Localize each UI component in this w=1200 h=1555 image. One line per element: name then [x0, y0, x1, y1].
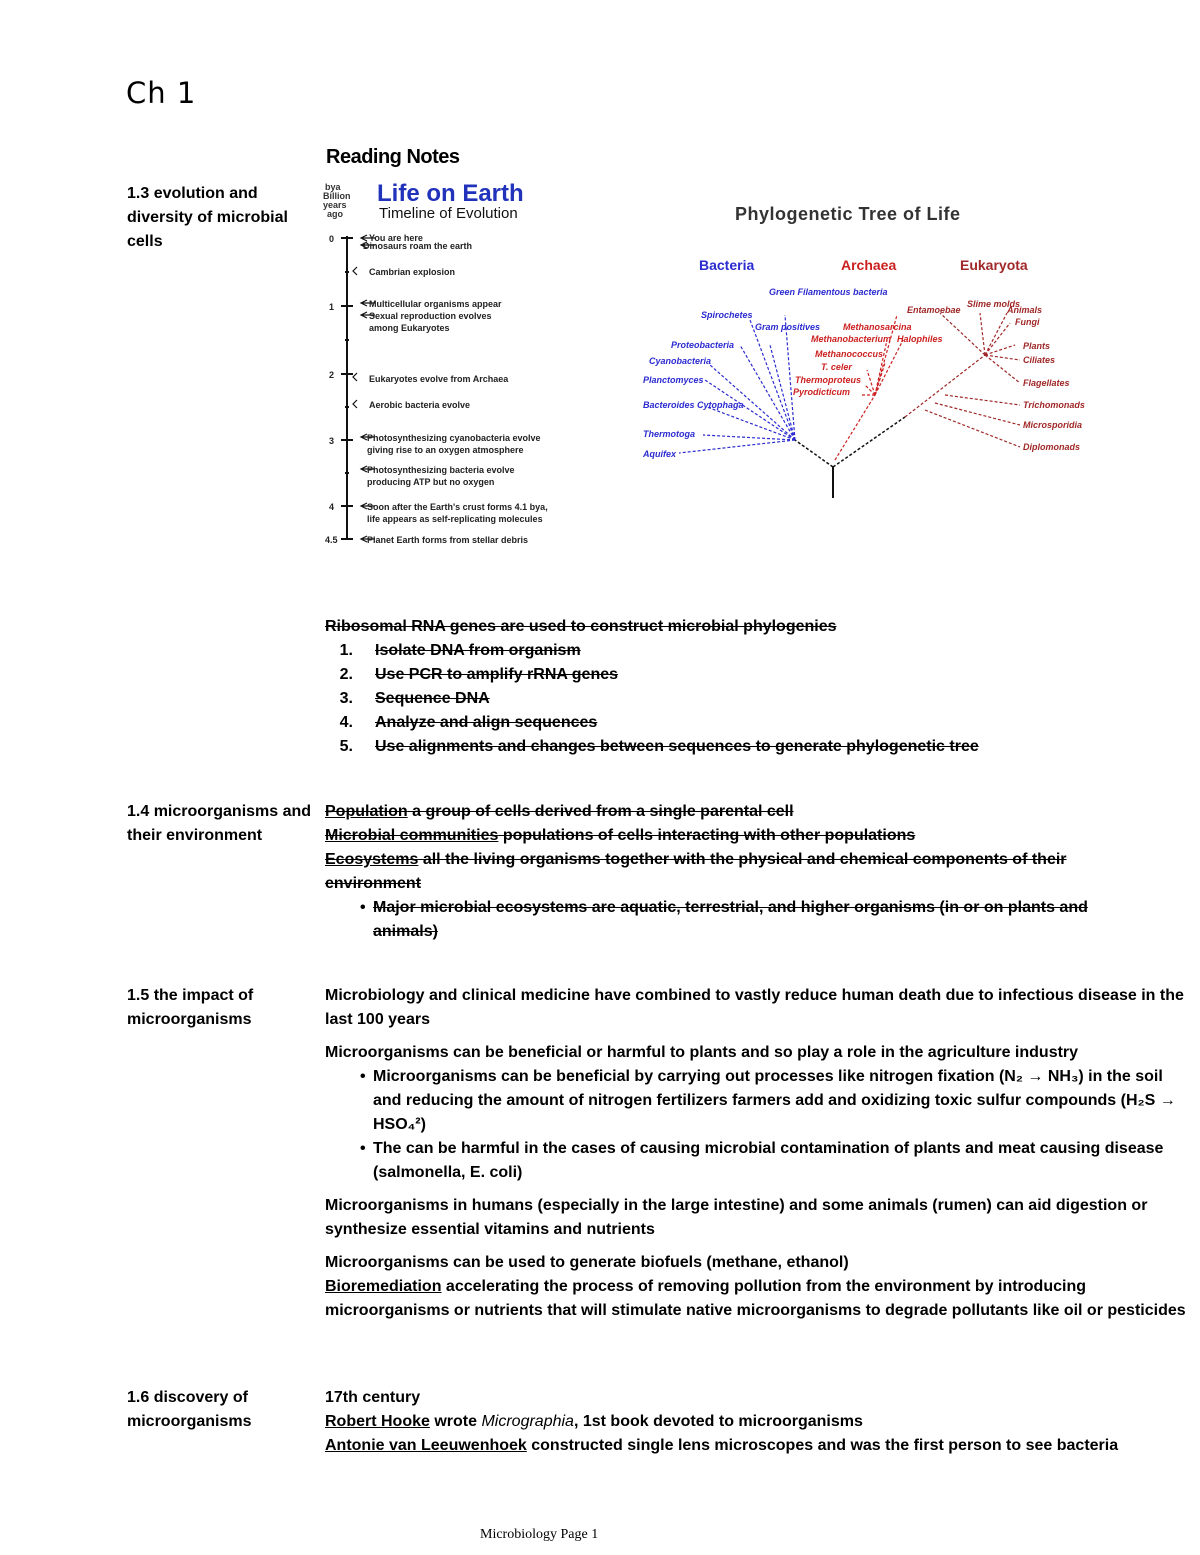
- timeline-event-3: Multicellular organisms appear: [369, 299, 502, 309]
- leeuwenhoek-name: Antonie van Leeuwenhoek: [325, 1437, 527, 1454]
- timeline-event-6: Eukaryotes evolve from Archaea: [369, 374, 509, 384]
- phylo-root-split: [795, 417, 905, 467]
- phylo-archaea-taxon-6: Pyrodicticum: [793, 387, 851, 397]
- timeline-tick-2: 2: [329, 370, 335, 380]
- step-number: 1.: [339, 642, 353, 659]
- ecosystems-bullet: • Major microbial ecosystems are aquatic, terrestrial, and higher organisms (in or on plants and animals): [325, 896, 1115, 944]
- timeline-tick-4-5: 4.5: [325, 535, 338, 545]
- impact-bullet-2: • The can be harmful in the cases of causing microbial contamination of plants and meat causing disease (salmonella, E. coli): [325, 1137, 1187, 1185]
- phylo-eukaryota-taxon-8: Microsporidia: [1023, 420, 1083, 430]
- timeline-title: Life on Earth: [377, 180, 524, 207]
- phylo-eukaryota-taxon-7: Trichomonads: [1023, 400, 1085, 410]
- step-text: Analyze and align sequences: [375, 714, 598, 731]
- hooke-line: [325, 1410, 1187, 1434]
- bioremediation-term: Bioremediation: [325, 1278, 442, 1295]
- timeline-tick-3: 3: [329, 436, 335, 446]
- phylo-bacteria-taxon-2: Gram positives: [755, 322, 821, 332]
- phylo-archaea-taxon-3: Methanococcus: [815, 349, 884, 359]
- rrna-step-5: [325, 735, 1085, 759]
- step-number: 4.: [339, 714, 353, 731]
- timeline-tick-1: 1: [329, 302, 335, 312]
- population-def: a group of cells derived from a single parental cell: [407, 803, 794, 820]
- timeline-event-12: Soon after the Earth's crust forms 4.1 bya,: [367, 502, 548, 512]
- step-number: 2.: [339, 666, 353, 683]
- timeline-event-8: Photosynthesizing cyanobacteria evolve: [367, 433, 541, 443]
- bioremediation-def: accelerating the process of removing pollution from the environment by introducing microorganisms or nutrients that will stimulate native microorganisms to degrade pollutants like oil or pesticides: [325, 1278, 1186, 1319]
- section-1-6-body: [325, 1386, 1187, 1458]
- phylo-eukaryota-taxon-4: Plants: [1023, 341, 1051, 351]
- timeline-event-11: producing ATP but no oxygen: [367, 477, 495, 487]
- hooke-mid: wrote: [429, 1413, 482, 1430]
- phylo-eukaryota-taxon-2: Animals: [1007, 305, 1043, 315]
- phylo-archaea-taxon-1: Methanobacterium: [811, 334, 892, 344]
- hooke-rest: , 1st book devoted to microorganisms: [573, 1413, 863, 1430]
- phylo-bacteria-taxon-8: Aquifex: [643, 449, 677, 459]
- phylo-group-bacteria: Bacteria: [699, 257, 755, 273]
- phylo-bacteria-taxon-1: Green Filamentous bacteria: [769, 287, 888, 297]
- phylo-title: Phylogenetic Tree of Life: [735, 204, 961, 224]
- rrna-step-4: [325, 711, 1085, 735]
- timeline-event-13: life appears as self-replicating molecules: [367, 514, 543, 524]
- phylo-archaea-taxon-0: Methanosarcina: [843, 322, 912, 332]
- phylo-bacteria-taxon-5: Planctomyces: [643, 375, 704, 385]
- timeline-event-1: Dinosaurs roam the earth: [363, 241, 473, 251]
- leeuwenhoek-rest: constructed single lens microscopes and was the first person to see bacteria: [526, 1437, 1119, 1454]
- phylo-eukaryota-taxon-5: Ciliates: [1023, 355, 1056, 365]
- rrna-step-2: [325, 663, 1085, 687]
- timeline-event-14: Planet Earth forms from stellar debris: [367, 535, 529, 545]
- phylo-eukaryota-taxon-6: Flagellates: [1023, 378, 1070, 388]
- ecosystems-definition: [325, 848, 1115, 896]
- ecosystems-term: Ecosystems: [325, 851, 419, 868]
- population-term: Population: [325, 803, 408, 820]
- impact-p4: Microorganisms can be used to generate biofuels (methane, ethanol): [325, 1254, 849, 1271]
- timeline-event-0: You are here: [369, 233, 423, 243]
- ecosystems-def: all the living organisms together with the physical and chemical components of their environment: [325, 851, 1067, 892]
- phylo-group-eukaryota: Eukaryota: [960, 257, 1028, 273]
- phylo-bacteria-taxon-4: Cyanobacteria: [649, 356, 712, 366]
- phylo-group-archaea: Archaea: [841, 257, 897, 273]
- communities-term: Microbial communities: [325, 827, 499, 844]
- communities-def: populations of cells interacting with other populations: [498, 827, 916, 844]
- phylo-eukaryota-taxon-9: Diplomonads: [1023, 442, 1081, 452]
- timeline-figure: [315, 178, 555, 550]
- phylo-eukaryota-taxon-0: Entamoebae: [907, 305, 961, 315]
- phylo-archaea-taxon-2: Halophiles: [897, 334, 943, 344]
- phylo-archaea-taxon-4: T. celer: [821, 362, 852, 372]
- impact-p3: Microorganisms in humans (especially in the large intestine) and some animals (rumen) can aid digestion or synthesize essential vitamins and nutrients: [325, 1197, 1148, 1238]
- hooke-book: Micrographia: [481, 1413, 574, 1430]
- bioremediation-definition: [325, 1275, 1187, 1323]
- page-footer: Microbiology Page 1: [480, 1527, 599, 1542]
- step-text: Sequence DNA: [375, 690, 490, 707]
- impact-bullet-1: • Microorganisms can be beneficial by carrying out processes like nitrogen fixation (N₂ → NH₃) in the soil and reducing the amount of nitrogen fertilizers farmers add and oxidizing toxic sulfur compounds (H₂S → HSO₄²): [325, 1065, 1187, 1137]
- communities-definition: [325, 824, 1115, 848]
- step-number: 5.: [339, 738, 353, 755]
- impact-p1: Microbiology and clinical medicine have combined to vastly reduce human death due to infectious disease in the last 100 years: [325, 987, 1184, 1028]
- phylo-bacteria-taxon-0: Spirochetes: [701, 310, 753, 320]
- step-number: 3.: [339, 690, 353, 707]
- timeline-ylabel: bya Billion years ago: [323, 182, 351, 219]
- rrna-steps-list: [325, 639, 1085, 759]
- rrna-step-1: [325, 639, 1085, 663]
- timeline-arrows: [353, 235, 375, 542]
- timeline-tick-4: 4: [329, 502, 335, 512]
- section-label-1-4: 1.4 microorganisms and their environment: [127, 803, 312, 844]
- section-1-5-body: [325, 984, 1187, 1323]
- impact-p2: Microorganisms can be beneficial or harmful to plants and so play a role in the agriculture industry: [325, 1044, 1079, 1061]
- step-text: Isolate DNA from organism: [375, 642, 581, 659]
- phylo-eukaryota-taxon-3: Fungi: [1015, 317, 1040, 327]
- timeline-event-5: among Eukaryotes: [369, 323, 450, 333]
- reading-notes-heading: Reading Notes: [326, 146, 460, 168]
- timeline-subtitle: Timeline of Evolution: [379, 205, 518, 222]
- hooke-name: Robert Hooke: [325, 1413, 430, 1430]
- section-label-1-3: 1.3 evolution and diversity of microbial cells: [127, 185, 288, 250]
- population-definition: [325, 800, 1115, 824]
- timeline-event-10: Photosynthesizing bacteria evolve: [367, 465, 515, 475]
- century-heading: 17th century: [325, 1389, 421, 1406]
- phylo-eukaryota-taxon-1: Slime molds: [967, 299, 1021, 309]
- phylo-bacteria-taxon-7: Thermotoga: [643, 429, 696, 439]
- timeline-event-7: Aerobic bacteria evolve: [369, 400, 471, 410]
- timeline-event-4: Sexual reproduction evolves: [369, 311, 492, 321]
- section-1-4-body: [325, 800, 1115, 944]
- phylo-bacteria-taxon-6: Bacteroides Cytophaga: [643, 400, 744, 410]
- rrna-heading: Ribosomal RNA genes are used to construct microbial phylogenies: [325, 618, 837, 635]
- leeuwenhoek-line: [325, 1434, 1187, 1458]
- timeline-event-2: Cambrian explosion: [369, 267, 456, 277]
- rrna-step-3: [325, 687, 1085, 711]
- page-title: Ch 1: [126, 76, 197, 110]
- section-label-1-5: 1.5 the impact of microorganisms: [127, 987, 254, 1028]
- timeline-event-9: giving rise to an oxygen atmosphere: [367, 445, 524, 455]
- timeline-tick-0: 0: [329, 234, 335, 244]
- phylogenetic-tree-figure: [635, 195, 1095, 505]
- step-text: Use alignments and changes between sequences to generate phylogenetic tree: [375, 738, 979, 755]
- section-label-1-6: 1.6 discovery of microorganisms: [127, 1389, 252, 1430]
- phylo-archaea-taxon-5: Thermoproteus: [795, 375, 862, 385]
- step-text: Use PCR to amplify rRNA genes: [375, 666, 619, 683]
- phylo-bacteria-taxon-3: Proteobacteria: [671, 340, 735, 350]
